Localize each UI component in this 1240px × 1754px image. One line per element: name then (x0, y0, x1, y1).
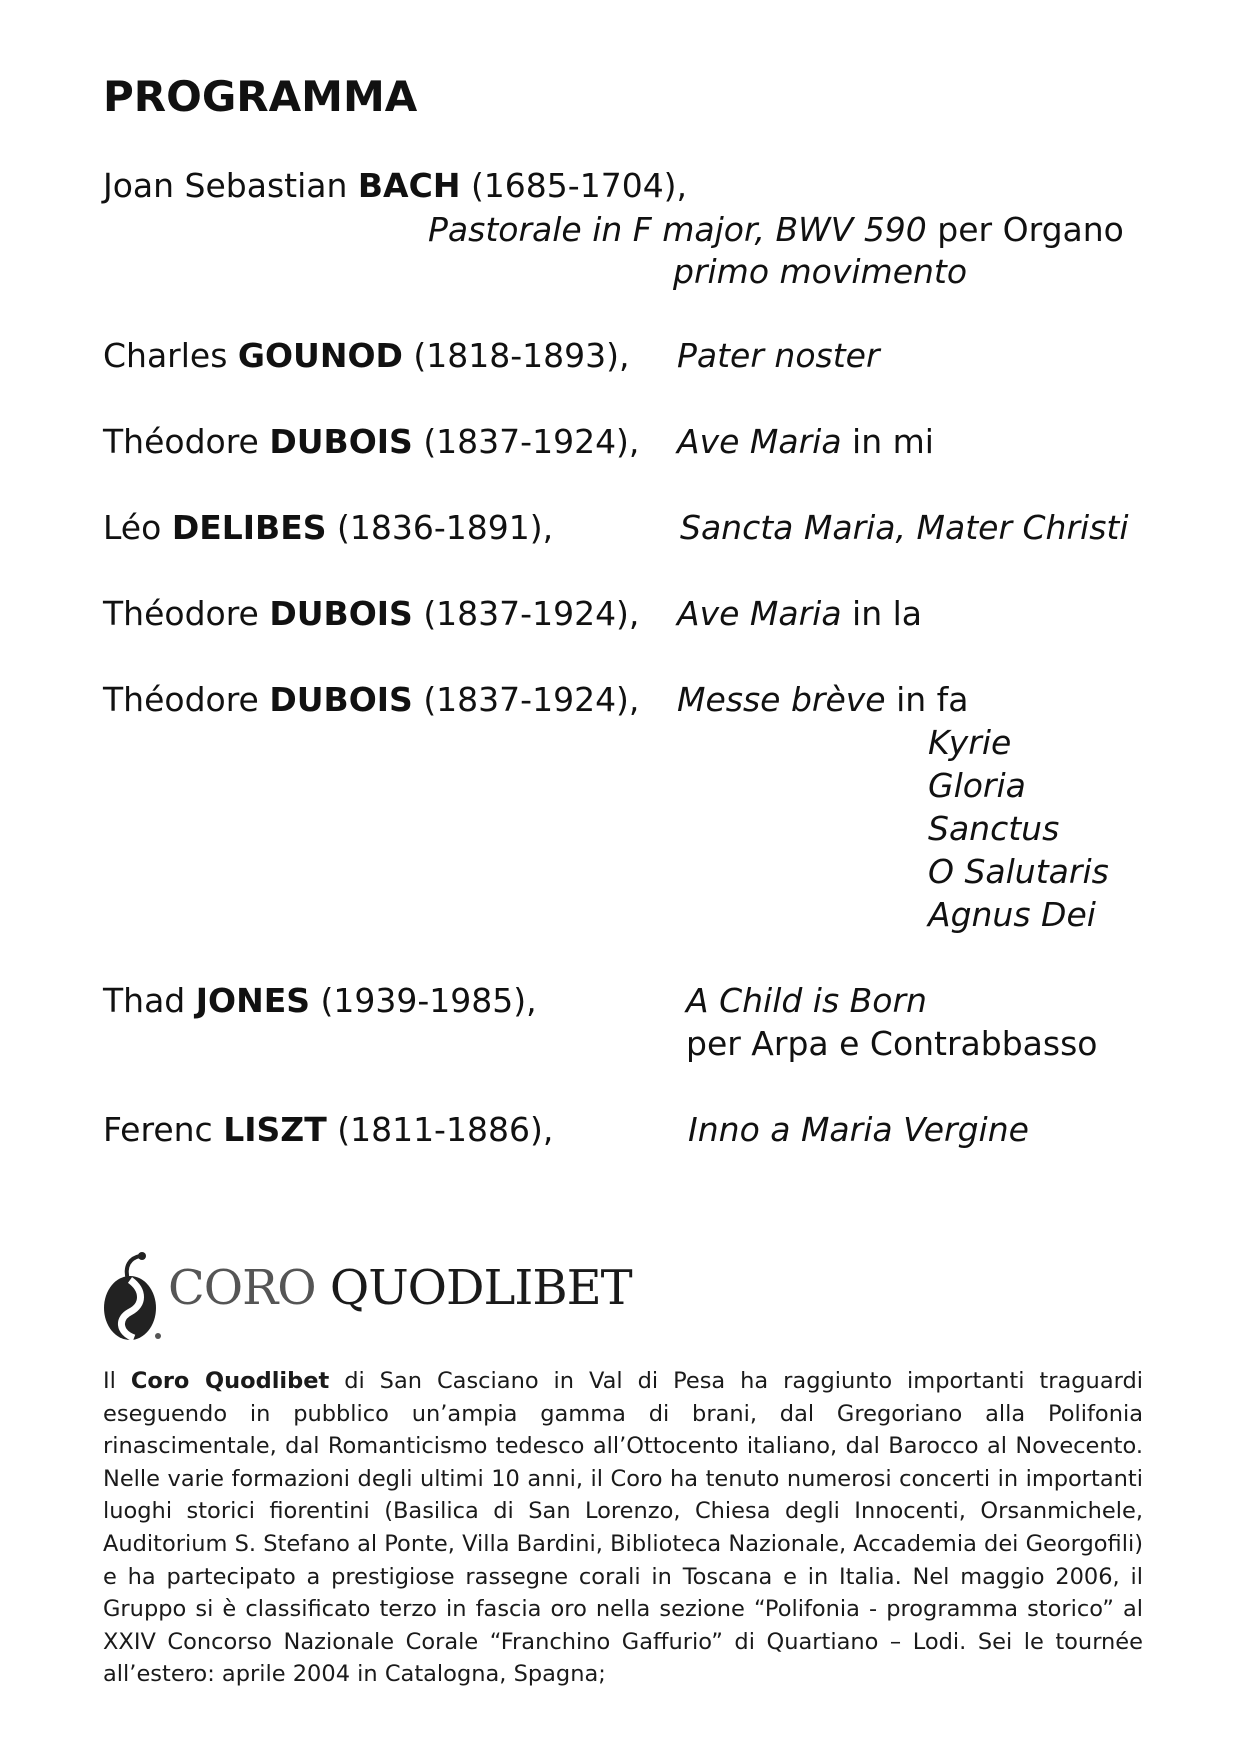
program-entry-work (428, 210, 1124, 249)
work-title: A Child is Born (686, 981, 927, 1020)
composer-last-name: BACH (357, 166, 461, 205)
program-entry-work (677, 680, 969, 719)
movement (928, 809, 1059, 848)
movement-title: O Salutaris (928, 852, 1109, 891)
work-title: Inno a Maria Vergine (688, 1110, 1029, 1149)
program-entry-composer (103, 680, 639, 719)
work-subtitle (673, 252, 967, 291)
choir-description (103, 1365, 1143, 1691)
movement-title: Sanctus (928, 809, 1060, 848)
composer-dates: (1811-1886), (337, 1110, 554, 1149)
program-entry-composer (103, 1110, 553, 1149)
composer-last-name: GOUNOD (237, 336, 403, 375)
program-entry-composer (103, 166, 687, 205)
composer-first-name: Charles (103, 336, 228, 375)
composer-dates: (1837-1924), (423, 680, 640, 719)
work-subtitle-text: primo movimento (673, 252, 968, 291)
logo-wordmark (168, 1260, 632, 1316)
program-entry-work (680, 508, 1129, 547)
logo-emblem-icon (100, 1250, 170, 1350)
movement-title: Agnus Dei (928, 895, 1096, 934)
composer-first-name: Léo (103, 508, 162, 547)
work-title: Pater noster (677, 336, 880, 375)
work-title: Pastorale in F major, BWV 590 (428, 210, 927, 249)
composer-last-name: LISZT (223, 1110, 327, 1149)
program-entry-work (677, 594, 922, 633)
movement (928, 766, 1026, 805)
work-instrumentation: per Arpa e Contrabbasso (686, 1024, 1098, 1063)
composer-last-name: DUBOIS (269, 594, 413, 633)
program-entry-work (688, 1110, 1029, 1149)
program-entry-composer (103, 594, 639, 633)
composer-first-name: Théodore (103, 422, 259, 461)
composer-dates: (1818-1893), (413, 336, 630, 375)
composer-first-name: Théodore (103, 594, 259, 633)
composer-last-name: DELIBES (171, 508, 327, 547)
work-title: Ave Maria (677, 594, 842, 633)
composer-first-name: Théodore (103, 680, 259, 719)
movement (928, 723, 1011, 762)
composer-dates: (1837-1924), (423, 594, 640, 633)
program-entry-composer (103, 422, 639, 461)
program-entry-composer (103, 981, 537, 1020)
program-entry-composer (103, 336, 630, 375)
work-title: Messe brève (677, 680, 886, 719)
work-detail: in la (841, 594, 923, 633)
program-entry-work (677, 336, 880, 375)
logo-coro-text: CORO (168, 1260, 316, 1316)
movement-title: Gloria (928, 766, 1026, 805)
composer-dates: (1836-1891), (337, 508, 554, 547)
composer-first-name: Ferenc (103, 1110, 213, 1149)
movement (928, 895, 1096, 934)
composer-first-name: Thad (103, 981, 186, 1020)
movement-title: Kyrie (928, 723, 1012, 762)
composer-last-name: DUBOIS (269, 680, 413, 719)
bio-choir-name: Coro Quodlibet (130, 1368, 330, 1394)
work-detail: per Organo (926, 210, 1124, 249)
work-title: Sancta Maria, Mater Christi (680, 508, 1129, 547)
movement (928, 852, 1109, 891)
bio-intro: Il (103, 1368, 131, 1394)
program-entry-work (686, 981, 927, 1020)
composer-last-name: JONES (195, 981, 311, 1020)
work-detail: in fa (885, 680, 969, 719)
coro-quodlibet-logo (100, 1250, 632, 1350)
composer-dates: (1685-1704), (470, 166, 688, 205)
bio-text: di San Casciano in Val di Pesa ha raggiunto importanti traguardi eseguendo in pubblico un’ampia gamma di brani, dal Gregoriano alla Polifonia rinascimentale, dal Romanticismo tedesco all’Ottocento italiano, dal Barocco al Novecento. Nelle varie formazioni degli ultimi 10 anni, il Coro ha tenuto numerosi concerti in importanti luoghi storici fiorentini (Basilica di San Lorenzo, Chiesa degli Innocenti, Orsanmichele, Auditorium S. Stefano al Ponte, Villa Bardini, Biblioteca Nazionale, Accademia dei Georgofili) e ha partecipato a prestigiose rassegne corali in Toscana e in Italia. Nel maggio 2006, il Gruppo si è classificato terzo in fascia oro nella sezione “Polifonia - programma storico” al XXIV Concorso Nazionale Corale “Franchino Gaffurio” di Quartiano – Lodi. Sei le tournée all’estero: aprile 2004 in Catalogna, Spagna; (103, 1368, 1143, 1688)
logo-name-text: QUODLIBET (329, 1260, 632, 1316)
composer-dates: (1939-1985), (320, 981, 537, 1020)
composer-last-name: DUBOIS (269, 422, 413, 461)
page-title: PROGRAMMA (103, 72, 418, 121)
work-detail: in mi (841, 422, 934, 461)
work-title: Ave Maria (677, 422, 842, 461)
program-entry-work (677, 422, 934, 461)
composer-dates: (1837-1924), (423, 422, 640, 461)
program-entry-composer (103, 508, 553, 547)
composer-first-name: Joan Sebastian (103, 166, 348, 205)
